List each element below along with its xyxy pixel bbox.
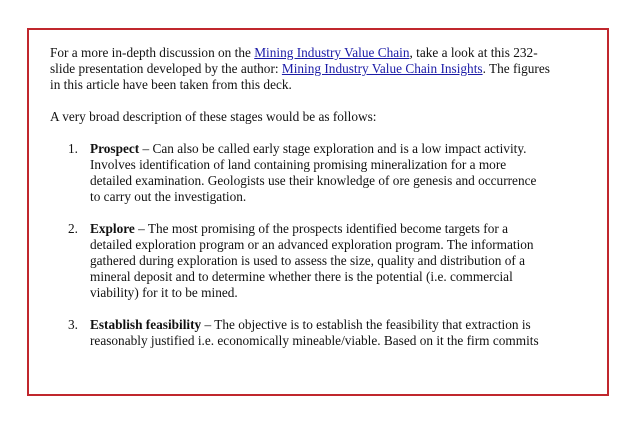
stage-title: Prospect bbox=[90, 141, 140, 156]
stage-number: 2. bbox=[68, 221, 78, 236]
document-body bbox=[50, 45, 550, 365]
stage-description: – Can also be called early stage exploration and is a low impact activity. Involves identification of land containing promising mineralization for a more detailed examination. Geologists use their knowledge of ore genesis and occurrence to carry out the investigation. bbox=[90, 141, 537, 204]
value-chain-insights-link[interactable]: Mining Industry Value Chain Insights bbox=[281, 61, 483, 76]
stages-list bbox=[50, 141, 550, 349]
intro-text-start: For a more in-depth discussion on the bbox=[50, 45, 255, 60]
stage-item-establish-feasibility bbox=[50, 317, 550, 349]
intro-paragraph bbox=[50, 45, 550, 93]
stage-item-prospect bbox=[50, 141, 550, 205]
stage-description: – The objective is to establish the feasibility that extraction is reasonably justified i.e. economically mineable/viable. Based on it the firm commits bbox=[90, 317, 539, 348]
stage-title: Explore bbox=[90, 221, 135, 236]
lead-paragraph: A very broad description of these stages would be as follows: bbox=[50, 109, 377, 124]
stage-number: 1. bbox=[68, 141, 78, 156]
intro-text-middle: , take a look at this 232-slide presentation developed by the author: bbox=[50, 45, 538, 76]
stage-item-explore bbox=[50, 221, 550, 301]
stage-number: 3. bbox=[68, 317, 78, 332]
stage-title: Establish feasibility bbox=[90, 317, 202, 332]
stage-description: – The most promising of the prospects identified become targets for a detailed exploration program or an advanced exploration program. The information gathered during exploration is used to assess the size, quality and distribution of a mineral deposit and to determine whether there is the potential (i.e. commercial viability) for it to be mined. bbox=[90, 221, 534, 300]
mining-industry-value-chain-link[interactable]: Mining Industry Value Chain bbox=[254, 45, 410, 60]
intro-text-end: . The figures in this article have been taken from this deck. bbox=[50, 61, 550, 92]
